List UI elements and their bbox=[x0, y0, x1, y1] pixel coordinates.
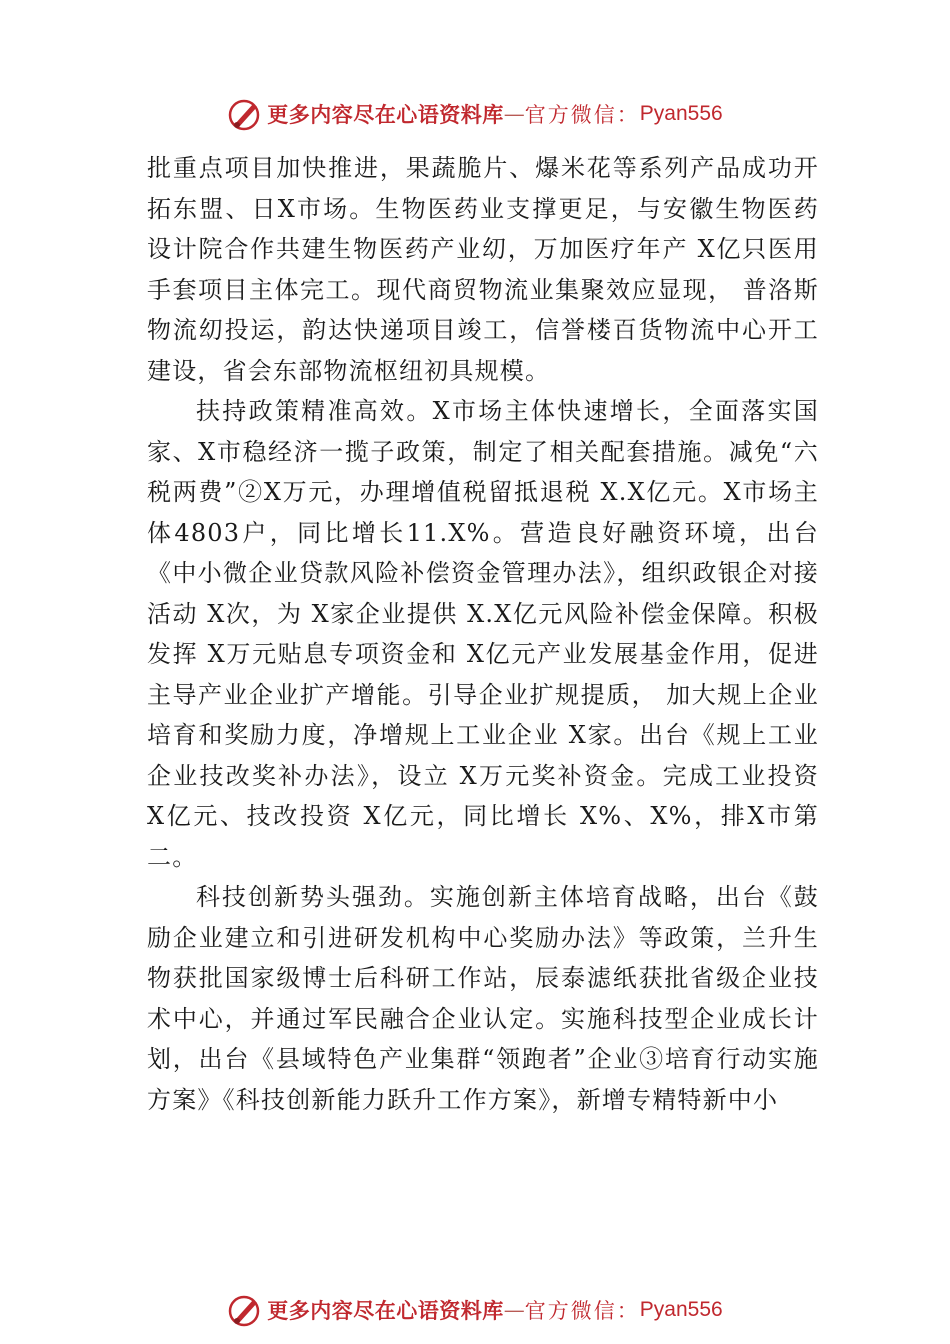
banner-brand: 更多内容尽在心语资料库 bbox=[267, 1298, 504, 1323]
banner-wechat-id: Pyan556 bbox=[639, 102, 723, 125]
document-body bbox=[147, 148, 819, 1120]
banner-wechat-id: Pyan556 bbox=[639, 1298, 723, 1321]
banner-wechat-label: 官方微信： bbox=[524, 1299, 640, 1323]
banner-separator: — bbox=[503, 1298, 525, 1322]
banner-brand: 更多内容尽在心语资料库 bbox=[267, 102, 504, 127]
paragraph-policy-support: 扶持政策精准高效。X市场主体快速增长，全面落实国家、X市稳经济一揽子政策，制定了相关配套措施。减免“六税两费”②X万元，办理增值税留抵退税 X.X亿元。X市场主体4803户，同比增长11.X%。营造良好融资环境，出台《中小微企业贷款风险补偿资金管理办法》，组织政银企对接活动 X次，为 X家企业提供 X.X亿元风险补偿金保障。积极发挥 X万元贴息专项资金和 X亿元产业发展基金作用，促进主导产业企业扩产增能。引导企业扩规提质， 加大规上企业培育和奖励力度，净增规上工业企业 X家。出台《规上工业企业技改奖补办法》，设立 X万元奖补资金。完成工业投资 X亿元、技改投资 X亿元，同比增长 X%、X%，排X市第二。 bbox=[147, 397, 819, 871]
pen-seal-logo-icon bbox=[227, 1292, 263, 1328]
paragraph-continuation: 批重点项目加快推进，果蔬脆片、爆米花等系列产品成功开拓东盟、日X市场。生物医药业支撑更足，与安徽生物医药设计院合作共建生物医药产业㓜，万加医疗年产 X亿只医用手套项目主体完工。现代商贸物流业集聚效应显现， 普洛斯物流㓜投运，韵达快递项目竣工，信誉楼百货物流中心开工建设，省会东部物流枢纽初具规模。 bbox=[147, 154, 819, 385]
pen-seal-logo-icon bbox=[227, 96, 263, 132]
footer-banner bbox=[0, 1290, 950, 1330]
header-banner bbox=[0, 94, 950, 134]
banner-separator: — bbox=[503, 102, 525, 126]
banner-wechat-label: 官方微信： bbox=[524, 103, 640, 127]
paragraph-tech-innovation: 科技创新势头强劲。实施创新主体培育战略，出台《鼓励企业建立和引进研发机构中心奖励办法》等政策，兰升生物获批国家级博士后科研工作站，辰泰滤纸获批省级企业技术中心，并通过军民融合企业认定。实施科技型企业成长计划，出台《县域特色产业集群“领跑者”企业③培育行动实施方案》《科技创新能力跃升工作方案》，新增专精特新中小 bbox=[147, 883, 819, 1114]
